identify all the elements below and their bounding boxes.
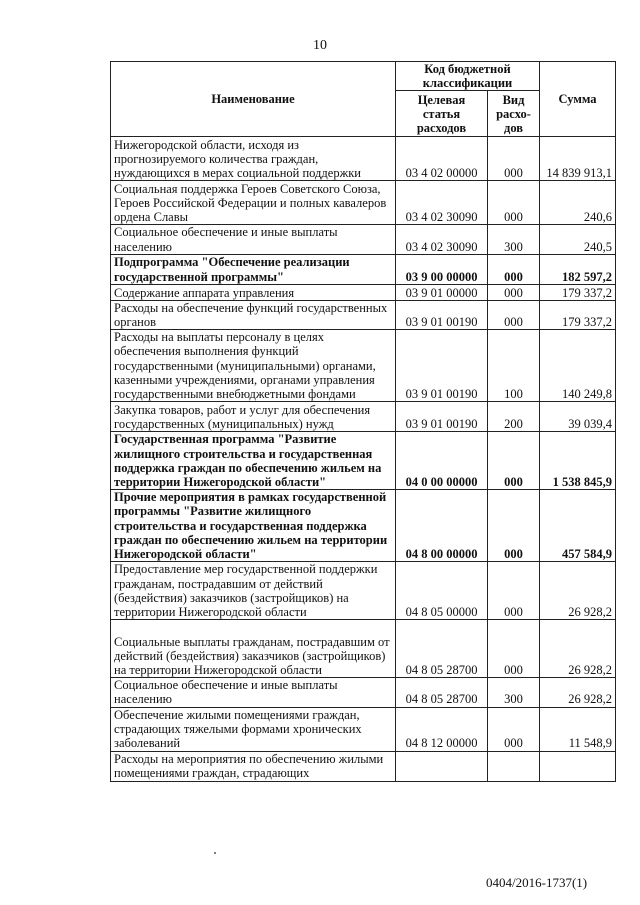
row-target-code-cell: 03 9 01 00000 xyxy=(396,284,488,300)
row-amount-cell: 39 039,4 xyxy=(540,402,616,432)
row-amount-cell: 14 839 913,1 xyxy=(540,137,616,181)
table-row xyxy=(111,432,616,490)
table-row xyxy=(111,678,616,707)
row-expense-type-cell: 300 xyxy=(488,678,540,707)
row-expense-type-cell: 000 xyxy=(488,254,540,284)
page-number: 10 xyxy=(313,38,327,53)
row-target-code-cell: 03 9 01 00190 xyxy=(396,330,488,402)
row-target-code-cell: 03 4 02 30090 xyxy=(396,181,488,225)
row-expense-type-cell: 000 xyxy=(488,490,540,562)
row-amount-cell: 457 584,9 xyxy=(540,490,616,562)
row-expense-type-cell: 000 xyxy=(488,432,540,490)
row-name-cell: Предоставление мер государственной поддержки гражданам, пострадавшим от действий (бездействия) заказчиков (застройщиков) на территории Нижегородской области xyxy=(111,562,396,620)
table-row xyxy=(111,562,616,620)
row-target-code-cell: 03 9 00 00000 xyxy=(396,254,488,284)
row-target-code-cell: 03 9 01 00190 xyxy=(396,300,488,329)
row-amount-cell: 179 337,2 xyxy=(540,300,616,329)
row-target-code-cell xyxy=(396,751,488,781)
row-target-code-cell: 03 4 02 30090 xyxy=(396,225,488,254)
row-amount-cell xyxy=(540,751,616,781)
row-name-cell: Нижегородской области, исходя из прогнозируемого количества граждан, нуждающихся в мерах социальной поддержки xyxy=(111,137,396,181)
row-name-cell: Расходы на обеспечение функций государственных органов xyxy=(111,300,396,329)
row-target-code-cell: 03 4 02 00000 xyxy=(396,137,488,181)
header-code-group: Код бюджетной классификации xyxy=(396,62,540,91)
row-expense-type-cell: 000 xyxy=(488,284,540,300)
row-expense-type-cell: 100 xyxy=(488,330,540,402)
table-row xyxy=(111,330,616,402)
table-row xyxy=(111,137,616,181)
row-amount-cell: 26 928,2 xyxy=(540,620,616,678)
table-row xyxy=(111,254,616,284)
row-expense-type-cell: 000 xyxy=(488,707,540,751)
budget-table xyxy=(110,61,616,782)
row-name-cell: Государственная программа "Развитие жилищного строительства и государственная поддержка граждан по обеспечению жильем на территории Нижегородской области" xyxy=(111,432,396,490)
row-amount-cell: 26 928,2 xyxy=(540,562,616,620)
row-target-code-cell: 04 0 00 00000 xyxy=(396,432,488,490)
row-name-cell: Закупка товаров, работ и услуг для обеспечения государственных (муниципальных) нужд xyxy=(111,402,396,432)
row-amount-cell: 182 597,2 xyxy=(540,254,616,284)
table-row xyxy=(111,300,616,329)
scan-speck xyxy=(214,852,216,854)
row-target-code-cell: 04 8 12 00000 xyxy=(396,707,488,751)
row-name-cell: Содержание аппарата управления xyxy=(111,284,396,300)
row-name-cell: Социальное обеспечение и иные выплаты населению xyxy=(111,225,396,254)
row-name-cell: Расходы на выплаты персоналу в целях обеспечения выполнения функций государственными (муниципальными) органами, казенными учреждениями, органами управления государственными внебюджетными фондами xyxy=(111,330,396,402)
row-name-cell: Подпрограмма "Обеспечение реализации государственной программы" xyxy=(111,254,396,284)
document-code: 0404/2016-1737(1) xyxy=(486,875,588,890)
row-amount-cell: 26 928,2 xyxy=(540,678,616,707)
table-row xyxy=(111,707,616,751)
table-row xyxy=(111,620,616,678)
table-row xyxy=(111,751,616,781)
header-target-article: Целевая статья расходов xyxy=(396,91,488,137)
row-name-cell: Расходы на мероприятия по обеспечению жилыми помещениями граждан, страдающих xyxy=(111,751,396,781)
table-row xyxy=(111,284,616,300)
table-row xyxy=(111,181,616,225)
row-expense-type-cell xyxy=(488,751,540,781)
row-name-cell: Социальная поддержка Героев Советского Союза, Героев Российской Федерации и полных кавалеров ордена Славы xyxy=(111,181,396,225)
row-name-cell: Социальные выплаты гражданам, пострадавшим от действий (бездействия) заказчиков (застройщиков) на территории Нижегородской области xyxy=(111,620,396,678)
row-expense-type-cell: 000 xyxy=(488,562,540,620)
row-amount-cell: 1 538 845,9 xyxy=(540,432,616,490)
row-amount-cell: 240,6 xyxy=(540,181,616,225)
row-target-code-cell: 03 9 01 00190 xyxy=(396,402,488,432)
table-body xyxy=(111,137,616,781)
row-target-code-cell: 04 8 05 28700 xyxy=(396,620,488,678)
row-amount-cell: 179 337,2 xyxy=(540,284,616,300)
row-target-code-cell: 04 8 05 00000 xyxy=(396,562,488,620)
row-amount-cell: 140 249,8 xyxy=(540,330,616,402)
row-expense-type-cell: 200 xyxy=(488,402,540,432)
row-name-cell: Социальное обеспечение и иные выплаты населению xyxy=(111,678,396,707)
row-name-cell: Прочие мероприятия в рамках государственной программы "Развитие жилищного строительства и государственная поддержка граждан по обеспечению жильем на территории Нижегородской области" xyxy=(111,490,396,562)
row-expense-type-cell: 300 xyxy=(488,225,540,254)
row-name-cell: Обеспечение жилыми помещениями граждан, страдающих тяжелыми формами хронических заболеваний xyxy=(111,707,396,751)
row-amount-cell: 11 548,9 xyxy=(540,707,616,751)
table-row xyxy=(111,225,616,254)
row-expense-type-cell: 000 xyxy=(488,620,540,678)
table-row xyxy=(111,490,616,562)
header-name: Наименование xyxy=(111,62,396,137)
table-row xyxy=(111,402,616,432)
row-amount-cell: 240,5 xyxy=(540,225,616,254)
header-expense-type: Вид расхо-дов xyxy=(488,91,540,137)
row-expense-type-cell: 000 xyxy=(488,300,540,329)
header-amount: Сумма xyxy=(540,62,616,137)
row-expense-type-cell: 000 xyxy=(488,181,540,225)
row-target-code-cell: 04 8 00 00000 xyxy=(396,490,488,562)
row-target-code-cell: 04 8 05 28700 xyxy=(396,678,488,707)
row-expense-type-cell: 000 xyxy=(488,137,540,181)
